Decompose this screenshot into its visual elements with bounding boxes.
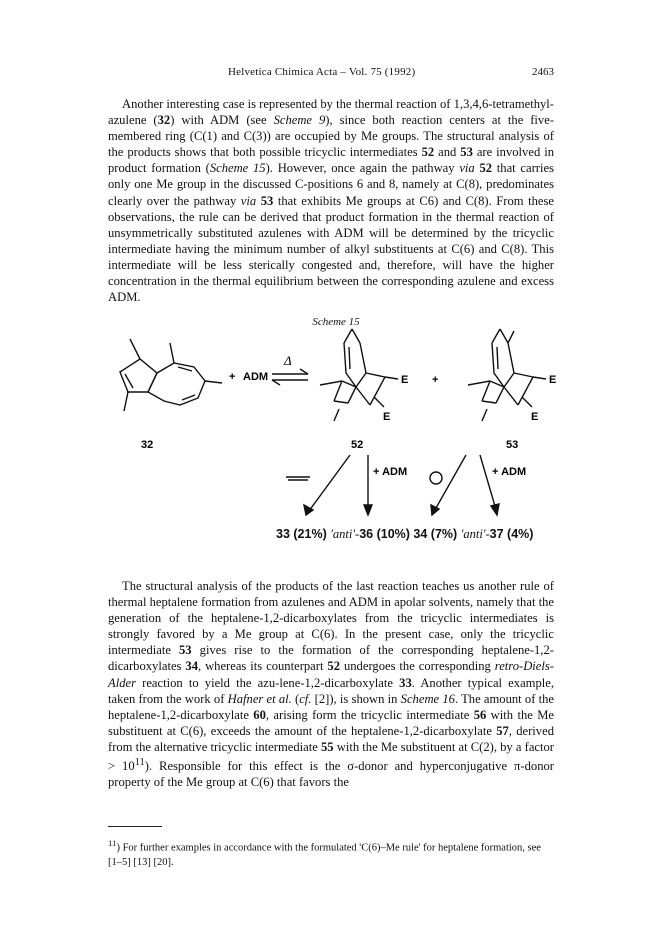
azulene-32-structure — [120, 339, 222, 411]
scheme-15-diagram — [0, 325, 672, 525]
page-number: 2463 — [532, 66, 554, 78]
text-run: Scheme 16 — [400, 691, 455, 706]
heat-delta: Δ — [284, 353, 292, 368]
text-run: 34 — [185, 659, 198, 674]
ester-label: E — [383, 411, 391, 423]
plus-adm-label-1: + ADM — [373, 466, 408, 478]
text-run: gives rise to the formation of the corresponding heptalene-1,2-dicarboxylates — [108, 643, 554, 674]
text-run: retro-Diels-Alder — [108, 659, 554, 690]
text-run: 33 — [399, 675, 412, 690]
product-anti-37: 37 (4%) — [489, 527, 534, 541]
text-run: , derived from the alternative tricyclic intermediate — [108, 723, 554, 754]
text-run: ) with ADM (see — [170, 113, 274, 128]
text-run: ), since both reaction centers at the five-membered ring (C(1) and C(3)) are occupied by Me groups. The structural analysis of the products shows that both possible tricyclic intermediates — [108, 113, 555, 160]
paragraph-1 — [108, 96, 554, 305]
product-yields: 33 (21%) 'anti'-36 (10%) 34 (7%) 'anti'-37 (4%) — [276, 527, 534, 541]
text-run: 60 — [253, 707, 266, 722]
text-run: are involved in product formation ( — [108, 145, 554, 176]
text-run: . Another typical example, taken from the work of — [108, 675, 554, 706]
product-34: 34 (7%) — [413, 527, 458, 541]
scheme-title: Scheme 15 — [312, 316, 360, 328]
text-run: undergoes the corresponding — [340, 659, 495, 674]
text-run: ( — [291, 691, 300, 706]
text-run: 52 — [327, 659, 341, 674]
ester-label: E — [531, 411, 539, 423]
text-run: 53 — [179, 643, 192, 658]
compound-label-52: 52 — [351, 439, 364, 451]
text-run: that carries only one Me group in the discussed C-positions 6 and 8, namely at C(8), predominates clearly over the pathway — [108, 161, 554, 208]
text-run: ). Responsible for this effect is the σ-donor and hyperconjugative π-donor property of the Me group at C(6) that favors the — [108, 759, 554, 790]
plus-sign-1: + — [229, 371, 236, 383]
plus-sign-2: + — [432, 374, 439, 386]
text-run: 55 — [320, 739, 334, 754]
plus-adm-label-2: + ADM — [492, 466, 527, 478]
text-run: 53 — [460, 145, 473, 160]
text-run: and — [434, 145, 461, 160]
product-33: 33 (21%) — [276, 527, 327, 541]
text-run: , arising form the tricyclic intermediate — [265, 707, 474, 722]
text-run: The structural analysis of the products of the last reaction teaches us another rule of thermal heptalene formation from azulenes and ADM in apolar solvents, namely that the generation of the heptalene-1,2-dicarboxylates from the tricyclic intermediates is strongly favored by a Me group at C(6). In the present case, only the tricyclic intermediate — [108, 579, 554, 658]
text-run: 52 — [421, 145, 435, 160]
compound-label-53: 53 — [506, 439, 519, 451]
tricyclic-52-structure — [320, 329, 398, 421]
text-run: reaction to yield the azu-lene-1,2-dicarboxylate — [135, 675, 400, 690]
adm-label: ADM — [243, 371, 269, 383]
text-run: Scheme 9 — [273, 113, 326, 128]
ester-label: E — [401, 374, 409, 386]
text-run: , whereas its counterpart — [197, 659, 328, 674]
compound-label-32: 32 — [141, 439, 154, 451]
tricyclic-53-structure — [468, 329, 546, 421]
paragraph-2 — [108, 578, 554, 790]
text-run: 32 — [157, 113, 171, 128]
text-run: 52 — [479, 161, 493, 176]
text-run: via — [459, 161, 475, 176]
journal-title: Helvetica Chimica Acta – Vol. 75 (1992) — [228, 66, 416, 78]
text-run: 56 — [473, 707, 487, 722]
text-run: cf. — [299, 691, 312, 706]
product-anti-36: 36 (10%) — [359, 527, 410, 541]
footnote-rule — [108, 826, 162, 827]
text-run: [2]), is shown in — [311, 691, 401, 706]
text-run: that exhibits Me groups at C6) and C(8). From these observations, the rule can be derived that product formation in the thermal reaction of unsymmetrically substituted azulenes with ADM will be determined by the tricyclic intermediate having the minimum number of alkyl substituents at C(6) and C(8). This intermediate will be less sterically congested and, therefore, will have the higher concentration in the thermal equilibrium between the corresponding azulene and excess ADM. — [108, 193, 554, 305]
text-run: Scheme 15 — [209, 161, 266, 176]
footnote-11: $^{11}$) For further examples in accordance with the formulated 'C(6)–Me rule' for heptalene formation, see [1–5] [13] [20]. — [108, 838, 541, 868]
text-run: with the Me substituent at C(2), by a factor > 10 — [108, 739, 554, 774]
text-run: Hafner et al. — [227, 691, 292, 706]
text-run: Another interesting case is represented by the thermal reaction of 1,3,4,6-tetramethyl-azulene ( — [108, 97, 554, 128]
text-run: 57 — [496, 723, 509, 738]
text-run: via — [240, 193, 257, 208]
text-run: ). However, once again the pathway — [265, 161, 460, 176]
text-run: . The amount of the heptalene-1,2-dicarboxylate — [108, 691, 554, 722]
ester-label: E — [549, 374, 557, 386]
text-run: 11 — [134, 757, 145, 769]
text-run: 53 — [260, 193, 274, 208]
text-run: with the Me substituent at C(6), exceeds the amount of the heptalene-1,2-dicarboxylate — [108, 707, 554, 738]
